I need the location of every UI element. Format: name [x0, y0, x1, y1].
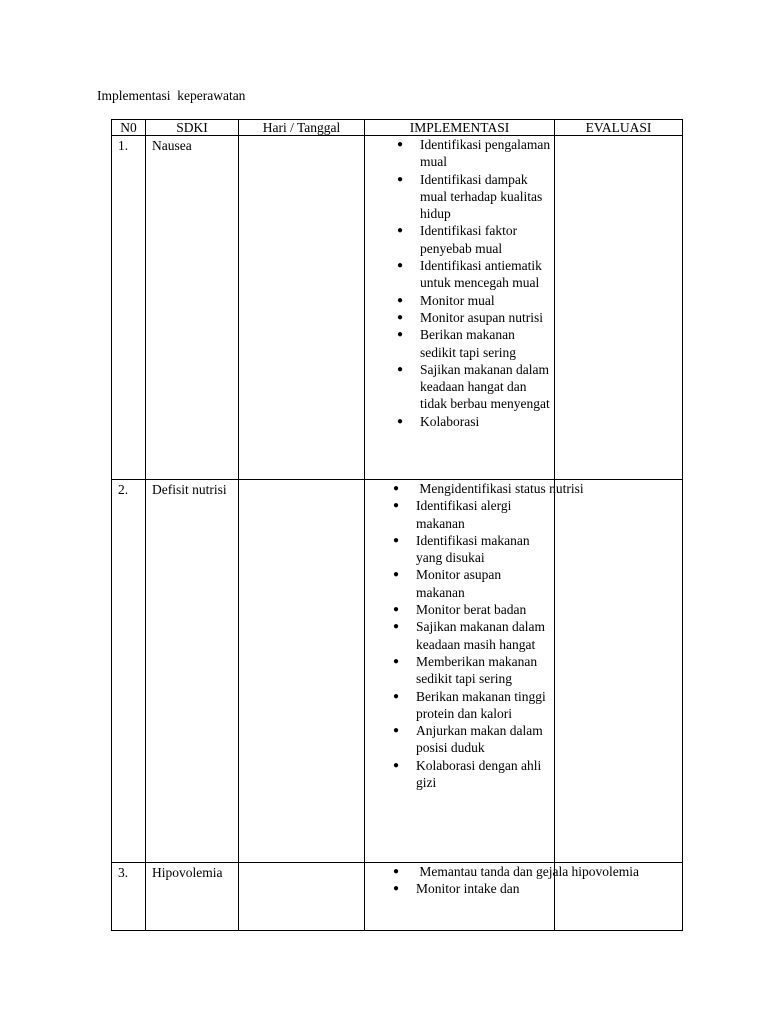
- evaluasi-cell: [555, 136, 683, 480]
- bullet-icon: ●: [397, 329, 404, 341]
- bullet-icon: ●: [397, 415, 404, 427]
- bullet-icon: ●: [393, 725, 400, 737]
- list-item: ● Monitor berat badan: [393, 602, 527, 618]
- list-item: ● Sajikan makanan dalam keadaan masih hangat: [393, 619, 545, 652]
- list-item: ● Mengidentifikasi status nutrisi: [393, 481, 584, 496]
- bullet-icon: ●: [397, 294, 404, 306]
- implementasi-cell: [365, 863, 640, 931]
- table-header-row: [112, 120, 683, 136]
- bullet-icon: ●: [393, 690, 400, 702]
- implementasi-cell: [365, 480, 584, 863]
- header-sdki: SDKI: [146, 120, 239, 136]
- bullet-icon: ●: [397, 311, 404, 323]
- bullet-icon: ●: [393, 759, 400, 771]
- bullet-icon: ●: [393, 569, 400, 581]
- list-item: ● Kolaborasi dengan ahli gizi: [393, 757, 542, 791]
- sdki-diagnosis: Defisit nutrisi: [146, 480, 239, 863]
- header-evaluasi: EVALUASI: [555, 120, 683, 136]
- sdki-diagnosis: Nausea: [146, 136, 239, 480]
- row-number: 3.: [112, 863, 146, 931]
- row-number: 2.: [112, 480, 146, 863]
- bullet-icon: ●: [397, 260, 404, 272]
- list-item: ● Monitor intake dan: [393, 881, 520, 897]
- bullet-icon: ●: [393, 483, 400, 494]
- evaluasi-cell: [555, 480, 683, 863]
- bullet-icon: ●: [393, 866, 400, 877]
- bullet-icon: ●: [397, 363, 404, 375]
- implementasi-cell: [365, 136, 555, 480]
- table-row: [112, 863, 683, 931]
- bullet-icon: ●: [393, 621, 400, 633]
- list-item: ● Identifikasi dampak mual terhadap kualitas hidup: [397, 171, 543, 222]
- list-item: ● Memantau tanda dan gejala hipovolemia: [393, 864, 640, 879]
- list-item: ● Sajikan makanan dalam keadaan hangat dan tidak berbau menyengat: [397, 361, 550, 412]
- bullet-icon: ●: [393, 500, 400, 512]
- list-item: ● Identifikasi antiematik untuk mencegah mual: [397, 258, 542, 291]
- list-item: ● Berikan makanan sedikit tapi sering: [397, 327, 516, 360]
- bullet-icon: ●: [393, 883, 400, 895]
- sdki-diagnosis: Hipovolemia: [146, 863, 239, 931]
- bullet-icon: ●: [393, 604, 400, 616]
- bullet-icon: ●: [397, 139, 404, 150]
- implementasi-list: [365, 480, 584, 791]
- list-item: ● Monitor asupan nutrisi: [397, 309, 543, 325]
- table-row: [112, 480, 683, 863]
- bullet-icon: ●: [393, 655, 400, 667]
- row-number: 1.: [112, 136, 146, 480]
- header-no: N0: [112, 120, 146, 136]
- header-date: Hari / Tanggal: [239, 120, 365, 136]
- page-title: Implementasi keperawatan: [97, 88, 246, 103]
- list-item: ● Identifikasi alergi makanan: [393, 498, 512, 531]
- implementation-table: [111, 119, 683, 931]
- bullet-icon: ●: [397, 173, 404, 185]
- date-cell: [239, 480, 365, 863]
- implementasi-list: [365, 136, 551, 430]
- bullet-icon: ●: [393, 534, 400, 546]
- bullet-icon: ●: [397, 225, 404, 237]
- list-item: ● Monitor mual: [397, 292, 495, 308]
- list-item: ● Identifikasi pengalaman mual: [397, 137, 551, 170]
- list-item: ● Memberikan makanan sedikit tapi sering: [393, 653, 538, 687]
- date-cell: [239, 136, 365, 480]
- list-item: ● Berikan makanan tinggi protein dan kalori: [393, 688, 546, 721]
- list-item: ● Identifikasi makanan yang disukai: [393, 532, 530, 566]
- implementasi-list: [365, 863, 640, 898]
- list-item: ● Identifikasi faktor penyebab mual: [397, 223, 518, 256]
- list-item: ● Kolaborasi: [397, 413, 480, 429]
- table-row: [112, 136, 683, 480]
- header-implementasi: IMPLEMENTASI: [365, 120, 555, 136]
- date-cell: [239, 863, 365, 931]
- list-item: ● Monitor asupan makanan: [393, 567, 502, 600]
- list-item: ● Anjurkan makan dalam posisi duduk: [393, 723, 543, 756]
